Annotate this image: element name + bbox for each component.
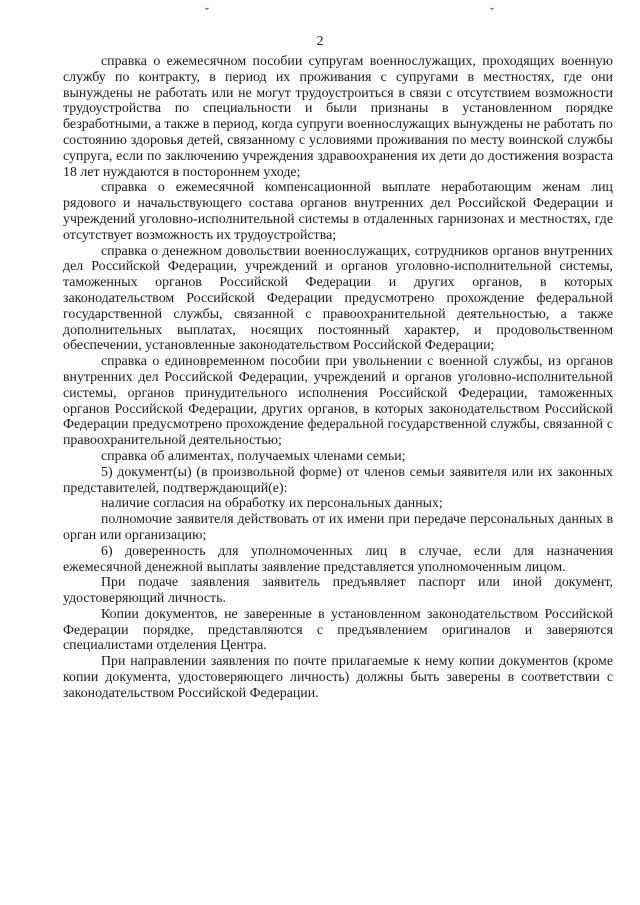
- paragraph-one-time-benefit-certificate: справка о единовременном пособии при увольнении с военной службы, из органов внутренних дел Российской Федерации, учреждений и органов уголовно-исполнительной системы, органов принудительного исполнения Российской Федерации, таможенных органов Российской Федерации, других органов, в которых законодательством Российской Федерации предусмотрено прохождение федеральной государственной службы, связанной с правоохранительной деятельностью;: [63, 354, 613, 449]
- paragraph-alimony-certificate: справка об алиментах, получаемых членами семьи;: [101, 448, 406, 464]
- paragraph-power-of-attorney: 6) доверенность для уполномоченных лиц в случае, если для назначения ежемесячной денежной выплаты заявление представляется уполномоченным лицом.: [63, 543, 613, 575]
- scan-mark-right: ˇ: [490, 5, 494, 19]
- paragraph-monetary-allowance-certificate: справка о денежном довольствии военнослужащих, сотрудников органов внутренних дел Российской Федерации, учреждений и органов уголовно-исполнительной системы, таможенных органов Российской Федерации и других органов, в которых законодательством Российской Федерации предусмотрено прохождение федеральной государственной службы, связанной с правоохранительной деятельностью, а также дополнительных выплатах, носящих постоянный характер, и продовольственном обеспечении, установленные законодательством Российской Федерации;: [63, 243, 613, 354]
- paragraph-spouse-allowance-certificate: справка о ежемесячном пособии супругам военнослужащих, проходящих военную службу по контракту, в период их проживания с супругами в местностях, где они вынуждены не работать или не могут трудоустроиться в связи с отсутствием возможности трудоустройства по специальности и были признаны в установленном порядке безработными, а также в период, когда супруги военнослужащих вынуждены не работать по состоянию здоровья детей, связанному с условиями проживания по месту воинской службы супруга, если по заключению учреждения здравоохранения их дети до достижения возраста 18 лет нуждаются в постороннем уходе;: [63, 54, 613, 180]
- paragraph-family-members-document: 5) документ(ы) (в произвольной форме) от членов семьи заявителя или их законных представителей, подтверждающий(е):: [63, 464, 613, 496]
- paragraph-compensation-payment-certificate: справка о ежемесячной компенсационной выплате неработающим женам лиц рядового и начальствующего состава органов внутренних дел Российской Федерации и учреждений уголовно-исполнительной системы в отдаленных гарнизонах и местностях, где отсутствует возможность их трудоустройства;: [63, 180, 613, 243]
- paragraph-passport-presentation: При подаче заявления заявитель предъявляет паспорт или иной документ, удостоверяющий личность.: [63, 575, 613, 607]
- page-number: 2: [316, 33, 324, 48]
- paragraph-consent-personal-data: наличие согласия на обработку их персональных данных;: [101, 496, 443, 512]
- paragraph-document-copies: Копии документов, не заверенные в установленном законодательством Российской Федерации порядке, представляются с предъявлением оригиналов и заверяются специалистами отделения Центра.: [63, 606, 613, 654]
- document-body: [63, 54, 613, 702]
- paragraph-mail-submission: При направлении заявления по почте прилагаемые к нему копии документов (кроме копии документа, удостоверяющего личность) должны быть заверены в соответствии с законодательством Российской Федерации.: [63, 654, 613, 701]
- scan-mark-left: ˇ: [205, 5, 209, 19]
- paragraph-applicant-authority: полномочие заявителя действовать от их имени при передаче персональных данных в орган или организацию;: [63, 512, 613, 543]
